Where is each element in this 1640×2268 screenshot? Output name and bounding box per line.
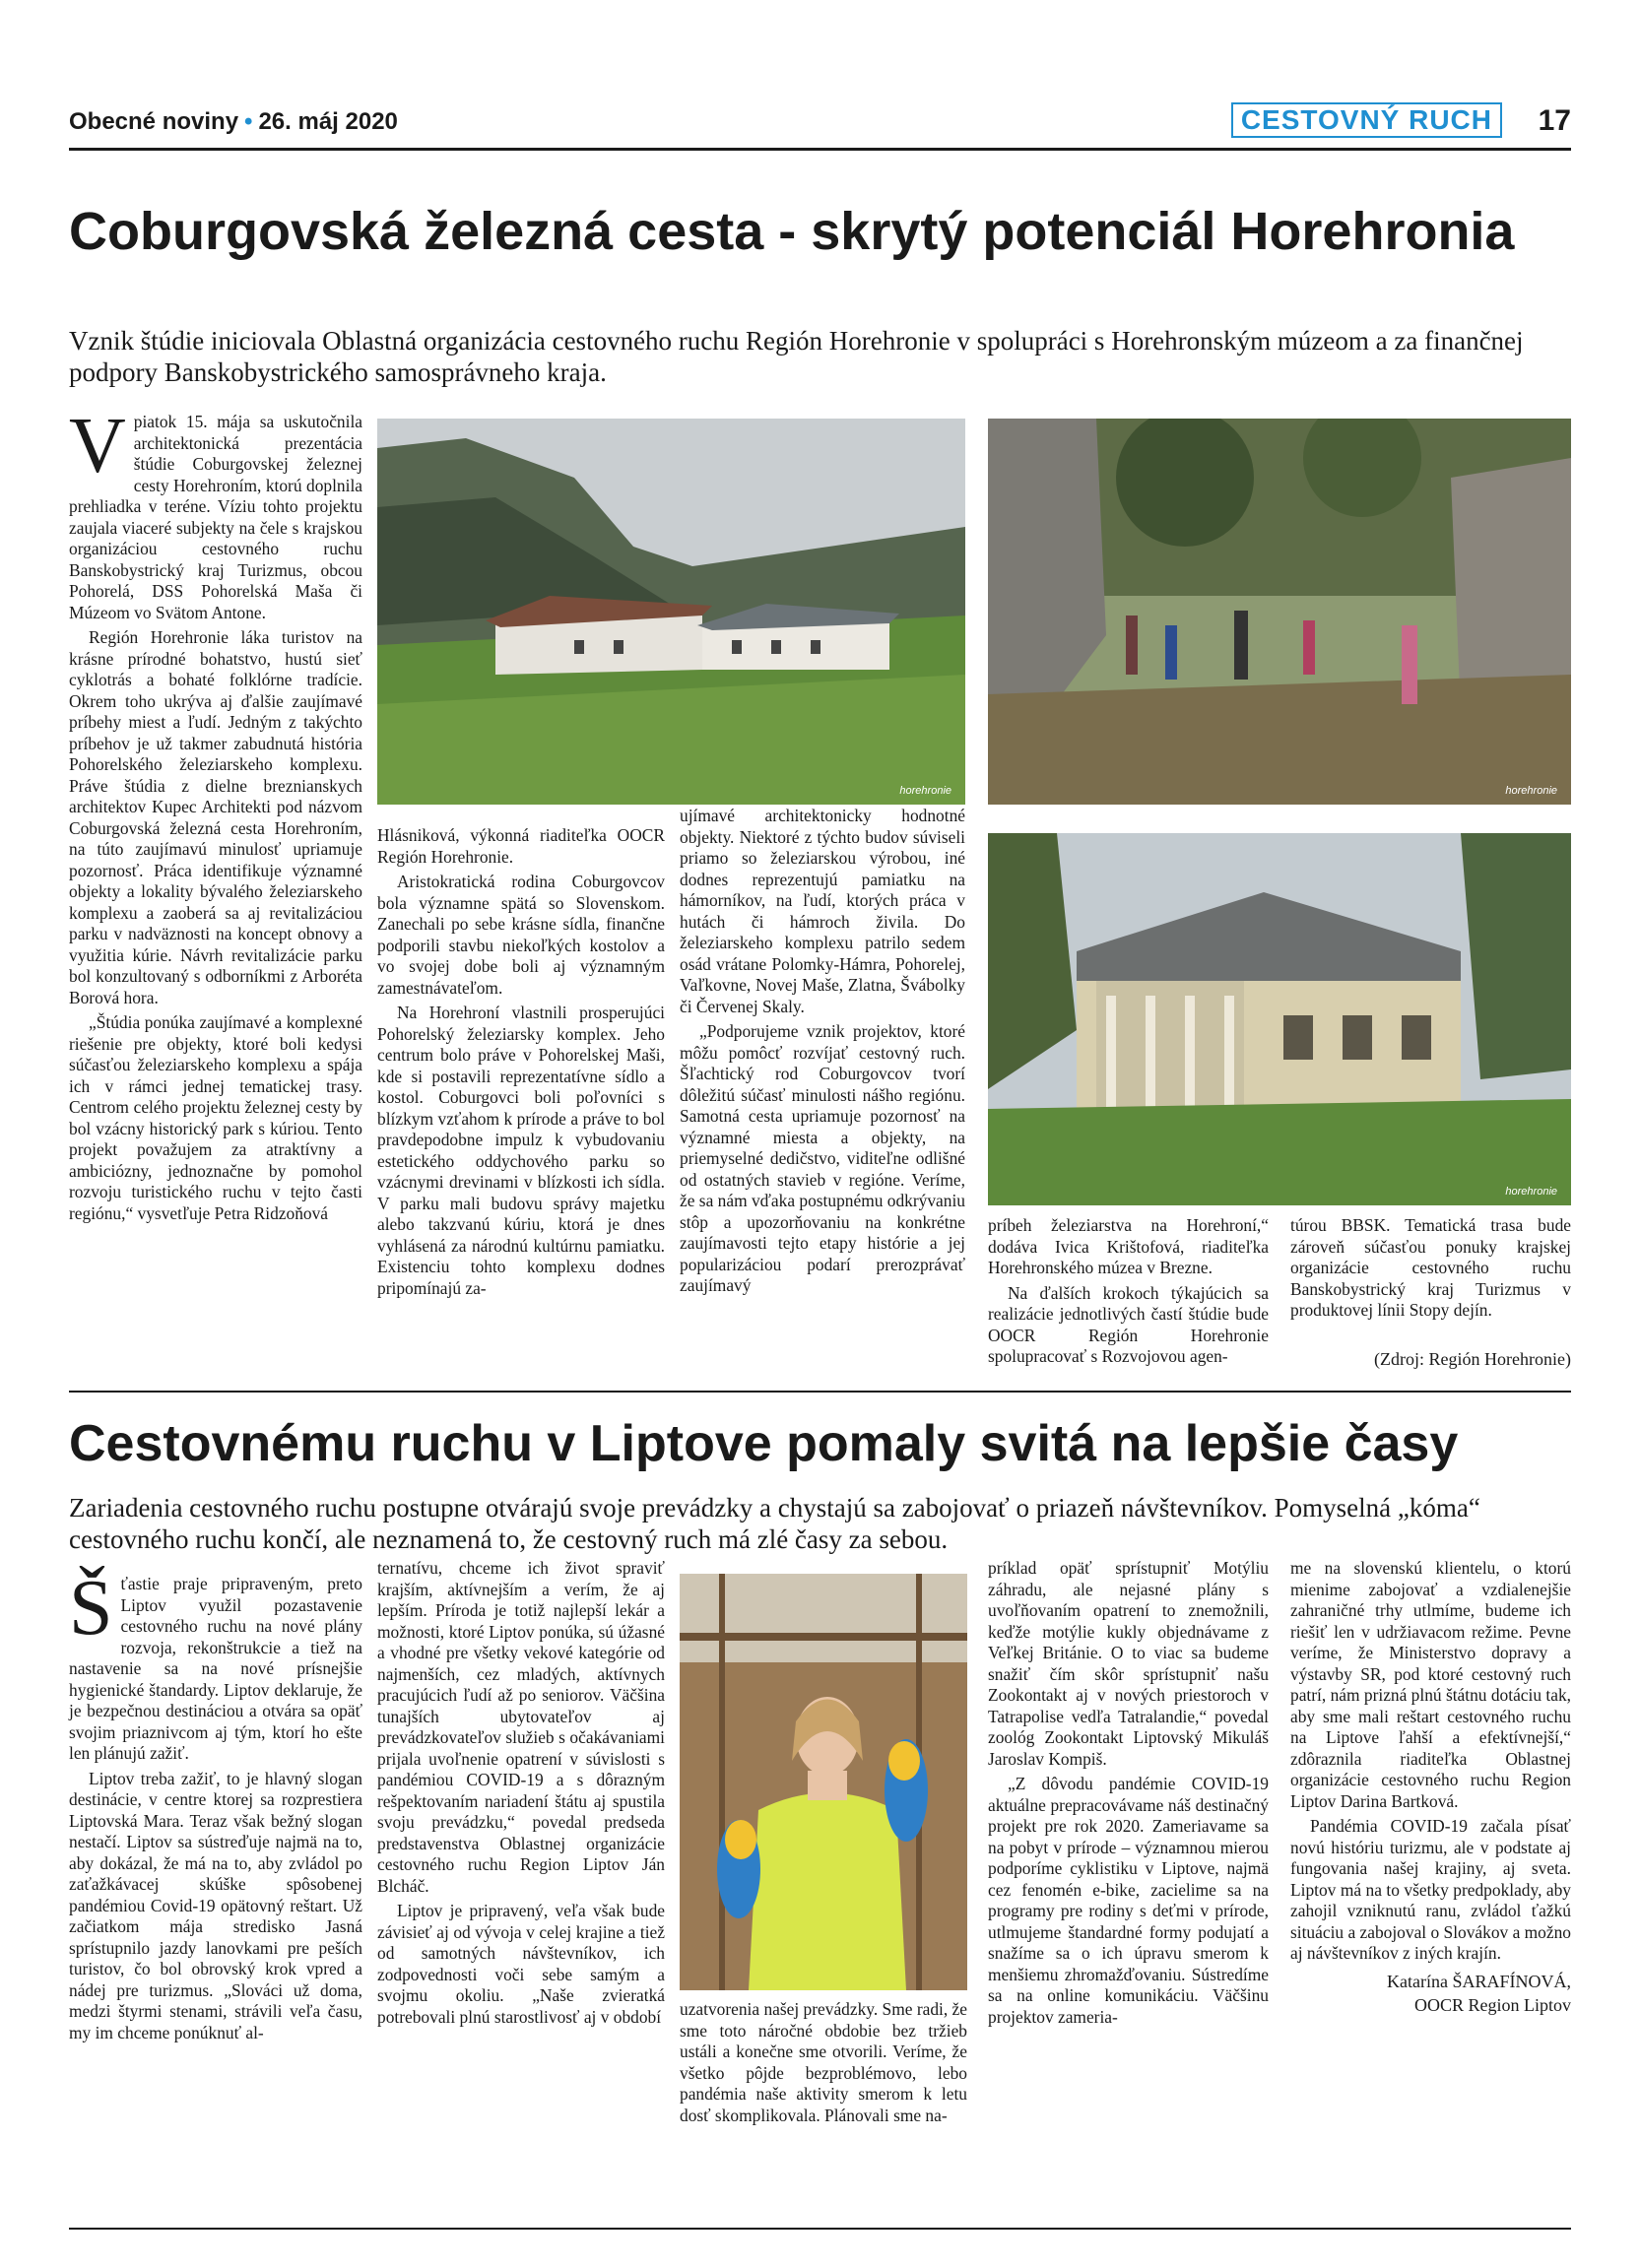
author-name: Katarína ŠARAFÍNOVÁ, [1387, 1972, 1571, 1991]
paragraph: Hlásniková, výkonná riaditeľka OOCR Región Horehronie. [377, 825, 665, 867]
publication-name: Obecné noviny [69, 108, 239, 135]
article2-title: Cestovnému ruchu v Liptove pomaly svitá na lepšie časy [69, 1415, 1459, 1472]
separator-dot: • [244, 108, 253, 135]
article2-column-4 [988, 1558, 1269, 2032]
page-header [69, 102, 1571, 146]
paragraph: túrou BBSK. Tematická trasa bude zároveň súčasťou ponuky krajskej organizácie cestovného ruchu Banskobystrický kraj Turizmus v produktovej línii Stopy dejín. [1290, 1215, 1571, 1320]
article2-column-3 [680, 1999, 967, 2130]
article1-column-3 [680, 806, 965, 1301]
photo-watermark: horehronie [899, 785, 951, 797]
article2-column-1 [69, 1565, 362, 2047]
paragraph: Pandémia COVID-19 začala písať novú históriu turizmu, ale v podstate aj fungovania našej krajiny, aj sveta. Liptov má na to všetky predpoklady, aby zahojil vzniknutú ranu, zvládol ťažkú situáciu a zabojoval o Slovákov a možno aj návštevníkov z iných krajín. [1290, 1816, 1571, 1963]
paragraph: ujímavé architektonicky hodnotné objekty. Niektoré z týchto budov súviseli priamo so železiarskou výrobou, iné dodnes reprezentujú pamiatku na hámorníkov, na ľudí, ktorých práca v hutách či hámroch živila. Do železiarskeho komplexu patrilo sedem osád vrátane Polomky-Hámra, Pohorelej, Vaľkovne, Novej Maše, Zlatna, Švábolky či Červenej Skaly. [680, 806, 965, 1016]
photo-horehronie-landscape [377, 419, 965, 805]
photo-watermark: horehronie [1505, 1186, 1557, 1198]
paragraph: Na ďalších krokoch týkajúcich sa realizácie jednotlivých častí štúdie bude OOCR Región Horehronie spolupracovať s Rozvojovou agen- [988, 1282, 1269, 1366]
article1-title: Coburgovská železná cesta - skrytý potenciál Horehronia [69, 202, 1515, 261]
article1-column-2 [377, 825, 665, 1303]
paragraph: piatok 15. mája sa uskutočnila architektonická prezentácia štúdie Coburgovskej železnej cesty Horehroním, ktorú doplnila prehliadka v teréne. Víziu tohto projektu zaujala viaceré subjekty na čele s krajskou organizáciou cestovného ruchu Banskobystrický kraj Turizmus, obcou Pohorelá, DSS Pohorelská Maša či Múzeom vo Svätom Antone. [69, 412, 362, 622]
article2-signature [1387, 1970, 1571, 2017]
footer-rule [69, 2228, 1571, 2230]
photo-watermark: horehronie [1505, 785, 1557, 797]
section-label: CESTOVNÝ RUCH [1231, 102, 1502, 138]
photo-zookontakt-parrots [680, 1574, 967, 1990]
article1-source: (Zdroj: Región Horehronie) [1374, 1349, 1571, 1369]
issue-date: 26. máj 2020 [258, 108, 398, 135]
article2-column-2 [377, 1558, 665, 2032]
article1-column-5 [1290, 1215, 1571, 1326]
paragraph: Región Horehronie láka turistov na krásne prírodné bohatstvo, hustú sieť cyklotrás a bohaté folklórne tradície. Okrem toho ukrýva aj ďalšie zaujímavé príbehy miest a ľudí. Jedným z takýchto príbehov je už takmer zabudnutá história Pohorelského železiarskeho komplexu. Práve štúdia z dielne breznianskych architektov Kupec Architekti pod názvom Coburgovská železná cesta Horehroním, na túto zaujímavú minulosť upriamuje pozornosť. Práca identifikuje významné objekty a lokality bývalého železiarskeho komplexu a zaoberá sa aj revitalizáciou parku v nadväznosti na koncept obnovy a využitia kúrie. Návrh revitalizácie parku bol konzultovaný s odborníkmi z Arboréta Borová hora. [69, 627, 362, 1007]
author-org: OOCR Region Liptov [1413, 1995, 1571, 2015]
photo-ruins-visitors [988, 419, 1571, 805]
paragraph: príbeh železiarstva na Horehroní,“ dodáva Ivica Krištofová, riaditeľka Horehronského múzea v Brezne. [988, 1215, 1269, 1277]
publication-line [69, 108, 398, 136]
photo-manor-house [988, 833, 1571, 1205]
paragraph: Na Horehroní vlastnili prosperujúci Pohorelský železiarsky komplex. Jeho centrum bolo práve v Pohorelskej Maši, kde si postavili reprezentatívne sídlo a kostol. Coburgovci boli poľovníci s blízkym vzťahom k prírode a práve to bol pravdepodobne impulz k vybudovaniu estetického oddychového parku so vzácnymi drevinami v blízkosti ich sídla. V parku mali budovu správy majetku alebo takzvanú kúriu, ktorá je dnes vyhlásená za národnú kultúrnu pamiatku. Existenciu tohto komplexu dodnes pripomínajú za- [377, 1003, 665, 1298]
paragraph: „Podporujeme vznik projektov, ktoré môžu pomôcť rozvíjať cestovný ruch. Šľachtický rod Coburgovcov tvorí dôležitú súčasť minulosti nášho regiónu. Samotná cesta upriamuje pozornosť na významné miesta a objekty, na priemyselné dedičstvo, viditeľne odlišné od ostatných stavieb v regióne. Veríme, že sa nám vďaka postupnému odkrývaniu stôp a upozorňovaniu na konkrétne zaujímavosti tejto etapy histórie a jej popularizáciou podarí prerozprávať zaujímavý [680, 1021, 965, 1295]
page-number: 17 [1538, 104, 1571, 137]
paragraph: ternatívu, chceme ich život spraviť krajším, aktívnejším a verím, že aj lepším. Príroda je totiž najlepší lekár a možnosti, ktoré Liptov ponúka, sú úžasné a vhodné pre všetky vekové kategórie od najmenších, cez mladých, aktívnych pracujúcich ľudí až po seniorov. Väčšina tunajších ubytovateľov aj prevádzkovateľov služieb s očakávaniami prijala uvoľnenie opatrení v súvislosti s pandémiou COVID-19 a s dôrazným rešpektovaním nariadení štátu aj spustila svoju prevádzku,“ povedal predseda predstavenstva Oblastnej organizácie cestovného ruchu Region Liptov Ján Blcháč. [377, 1558, 665, 1896]
header-rule [69, 148, 1571, 151]
article-divider [69, 1391, 1571, 1393]
paragraph: uzatvorenia našej prevádzky. Sme radi, že sme toto náročné obdobie bez tržieb ustáli a konečne sme otvorili. Veríme, že všetko pôjde bezproblémovo, lebo pandémia naše aktivity smerom k letu dosť skomplikovala. Plánovali sme na- [680, 1999, 967, 2125]
paragraph: ťastie praje pripraveným, preto Liptov využil pozastavenie cestovného ruchu na nové plány rozvoja, rekonštrukcie a tiež na nastavenie sa na nové prísnejšie hygienické štandardy. Liptov deklaruje, že je bezpečnou destináciou a otvára sa opäť svojim priaznivcom aj tým, ktorí ho ešte len plánujú zažiť. [69, 1574, 362, 1763]
paragraph: príklad opäť sprístupniť Motýliu záhradu, ale nejasné plány s uvoľňovaním opatrení to znemožnili, keďže motýlie kukly objednávame z Veľkej Británie. O to viac sa budeme snažiť čím skôr sprístupniť našu Zookontakt aj v nových priestoroch v Tatrapolise vedľa Tatralandie,“ povedal zoológ Zookontakt Liptovský Mikuláš Jaroslav Kompiš. [988, 1558, 1269, 1769]
paragraph: Aristokratická rodina Coburgovcov bola významne spätá so Slovenskom. Zanechali po sebe krásne sídla, finančne podporili stavbu niekoľkých kostolov a vo svojej dobe boli aj významným zamestnávateľom. [377, 872, 665, 998]
article1-column-1 [69, 403, 362, 1228]
paragraph: „Z dôvodu pandémie COVID-19 aktuálne prepracovávame náš destinačný projekt pre rok 2020. Zameriavame sa na pobyt v prírode – významnou mierou podporíme cyklistiku v Liptove, najmä cez fenomén e-bike, zacielime sa na programy pre rodiny s deťmi v prírode, utlmujeme štandardné formy podujatí a snažíme sa o ich úpravu smerom k menšiemu zhromažďovaniu. Sústredíme sa na online komunikáciu. Väčšinu projektov zameria- [988, 1774, 1269, 2027]
paragraph: „Štúdia ponúka zaujímavé a komplexné riešenie pre objekty, ktoré boli kedysi súčasťou železiarskeho komplexu a spája ich v rámci jednej tematickej trasy. Centrom celého projektu železnej cesty by bol vzácny historický park s kúriou. Tento projekt považujem za atraktívny a ambiciózny, jednoznačne by pomohol rozvoju turistického ruchu v tejto časti regiónu,“ vysvetľuje Petra Ridzoňová [69, 1012, 362, 1223]
paragraph: me na slovenskú klientelu, o ktorú mienime zabojovať a vzdialenejšie zahraničné trhy utlmíme, budeme ich riešiť len v udržiavacom režime. Pevne veríme, že Ministerstvo dopravy a výstavby SR, pod ktoré cestovný ruch patrí, nám prizná plnú štátnu dotáciu tak, aby sme mali reštart cestovného ruchu na Liptove ľahší a efektívnejší,“ zdôraznila riaditeľka Oblastnej organizácie cestovného ruchu Region Liptov Darina Bartková. [1290, 1558, 1571, 1811]
article1-dropcap: V [69, 403, 126, 489]
article1-column-4 [988, 1215, 1269, 1372]
paragraph: Liptov treba zažiť, to je hlavný slogan destinácie, v centre ktorej sa rozprestiera Liptovská Mara. Teraz však bežný slogan nestačí. Liptov sa sústreďuje najmä na to, aby dokázal, že má na to, aby zvládol po zaťažkávacej skúške spôsobenej pandémiou Covid-19 opätovný reštart. Už začiatkom mája stredisko Jasná sprístupnilo jazdy lanovkami pre peších turistov, čo bol obrovský krok vpred a nádej pre turizmus. „Slováci už doma, medzi štyrmi stenami, strávili veľa času, my im chceme ponúknuť al- [69, 1768, 362, 2042]
article2-column-5 [1290, 1558, 1571, 1969]
paragraph: Liptov je pripravený, veľa však bude závisieť aj od vývoja v celej krajine a tiež od samotných návštevníkov, ich zodpovednosti voči sebe samým a svojmu okoliu. „Naše zvieratká potrebovali plnú starostlivosť aj v období [377, 1901, 665, 2027]
article2-dropcap: Š [69, 1565, 113, 1652]
article2-lead: Zariadenia cestovného ruchu postupne otvárajú svoje prevádzky a chystajú sa zabojovať o priazeň návštevníkov. Pomyselná „kóma“ cestovného ruchu končí, ale neznamená to, že cestovný ruch má zlé časy za sebou. [69, 1493, 1480, 1554]
article1-lead: Vznik štúdie iniciovala Oblastná organizácia cestovného ruchu Región Horehronie v spolupráci s Horehronským múzeom a za finančnej podpory Banskobystrického samosprávneho kraja. [69, 326, 1524, 387]
